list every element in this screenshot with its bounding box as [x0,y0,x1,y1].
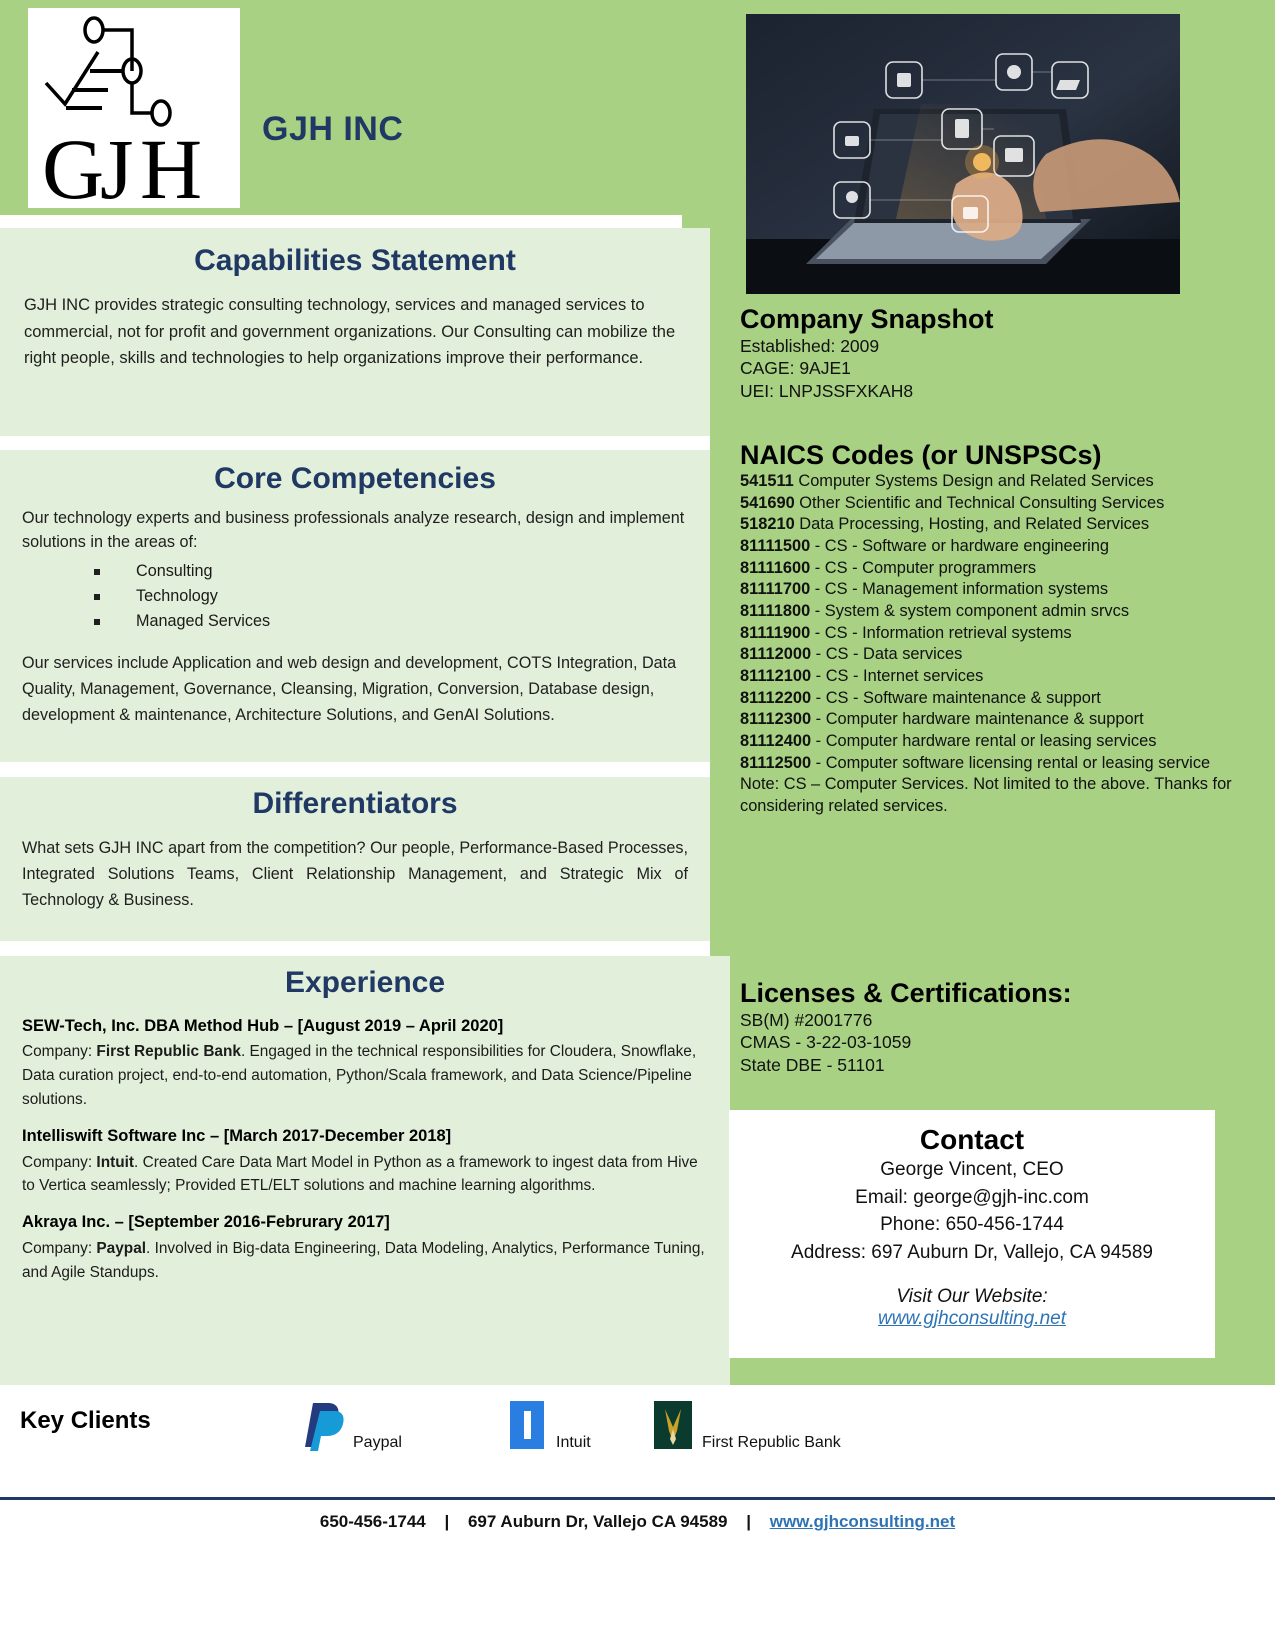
naics-code-row [740,688,1264,710]
naics-code: 81111500 [740,537,811,556]
core-competencies-list [22,559,688,634]
job-title: Akraya Inc. – [September 2016-Februrary 2017] [22,1213,390,1232]
contact-phone[interactable]: Phone: 650-456-1744 [880,1214,1064,1236]
job-detail: . Engaged in the technical responsibilities for Cloudera, Snowflake, Data curation project, end-to-end automation, Python/Scala framework, and Data Science/Pipeline solutions. [22,1043,697,1109]
footer-phone: 650-456-1744 [319,1512,426,1531]
key-clients-label: Key Clients [20,1407,151,1434]
first-republic-bank-logo-icon [652,1399,694,1456]
panel-divider [0,762,710,777]
naics-code-row [740,558,1264,580]
naics-desc: Computer Systems Design and Related Services [793,472,1154,491]
company-label: Company: [22,1239,97,1257]
naics-desc: - CS - Internet services [811,666,984,685]
naics-desc: Other Scientific and Technical Consulting Services [794,493,1165,512]
client-name: First Republic Bank [702,1434,841,1451]
core-competencies-title: Core Competencies [214,462,496,495]
naics-code: 81112200 [740,688,812,707]
license-item: CMAS - 3-22-03-1059 [740,1032,912,1053]
client-name: Intuit [556,1434,591,1451]
naics-code-row [740,731,1264,753]
page-header [0,0,742,215]
naics-code-row [740,514,1264,536]
experience-section [0,956,730,1386]
naics-code: 541690 [740,493,795,512]
contact-email[interactable]: Email: george@gjh-inc.com [855,1186,1089,1208]
company-snapshot-title: Company Snapshot [740,304,994,334]
naics-code-row [740,666,1264,688]
naics-desc: - CS - Software maintenance & support [811,688,1101,707]
panel-divider [0,215,682,228]
snapshot-cage: CAGE: 9AJE1 [740,358,851,379]
naics-code: 518210 [740,515,795,534]
intuit-logo-icon [506,1399,548,1456]
naics-code-row [740,579,1264,601]
panel-divider [0,436,710,450]
naics-code-row [740,536,1264,558]
license-item: State DBE - 51101 [740,1054,885,1075]
client-intuit [506,1399,591,1456]
experience-entry [22,1126,708,1198]
client-company: Paypal [96,1239,147,1257]
differentiators-body: What sets GJH INC apart from the competition? Our people, Performance-Based Processes, Integrated Solutions Teams, Client Relationship Management, and Strategic Mix of Technology & Business. [22,839,688,910]
company-logo [28,8,240,208]
naics-desc: Data Processing, Hosting, and Related Services [794,515,1150,534]
differentiators-title: Differentiators [252,787,458,820]
company-label: Company: [22,1153,97,1171]
website-link[interactable]: www.gjhconsulting.net [878,1308,1066,1330]
naics-note: Note: CS – Computer Services. Not limited to the above. Thanks for considering related services. [740,775,1232,815]
naics-code-row [740,644,1264,666]
paypal-logo-icon [305,1399,345,1456]
naics-code-row [740,601,1264,623]
licenses-title: Licenses & Certifications: [740,978,1072,1008]
experience-entry [22,1016,708,1112]
snapshot-uei: UEI: LNPJSSFXKAH8 [740,380,914,401]
naics-desc: - Computer software licensing rental or leasing service [811,753,1211,772]
job-description [22,1237,708,1285]
naics-code: 81112400 [740,731,812,750]
naics-desc: - CS - Computer programmers [810,558,1037,577]
list-item: Managed Services [94,609,688,634]
key-clients-section [0,1385,1275,1505]
job-detail: . Created Care Data Mart Model in Python as a framework to ingest data from Hive to Vertica seamlessly; Provided ETL/ELT solutions and machine learning algorithms. [22,1153,698,1195]
job-title: Intelliswift Software Inc – [March 2017-December 2018] [22,1127,452,1146]
page-footer [0,1500,1275,1650]
job-title: SEW-Tech, Inc. DBA Method Hub – [August 2019 – April 2020] [22,1017,504,1035]
core-competencies-section [0,450,710,762]
naics-code-row [740,753,1264,775]
footer-separator: | [746,1512,751,1531]
capabilities-body: GJH INC provides strategic consulting technology, services and managed services to commercial, not for profit and government organizations. Our Consulting can mobilize the right people, skills and technologies to help organizations improve their performance. [24,296,676,368]
naics-codes-section [734,440,1264,818]
naics-desc: - CS - Software or hardware engineering [810,537,1110,556]
experience-entry [22,1212,708,1284]
core-competencies-services: Our services include Application and web design and development, COTS Integration, Data Quality, Management, Governance, Cleansing, Migration, Conversion, Database design, development & maintenance, Architecture Solutions, and GenAI Solutions. [22,653,677,725]
footer-content [0,1512,1275,1532]
naics-desc: - CS - Data services [811,645,963,664]
contact-title: Contact [919,1124,1025,1155]
list-item: Technology [94,584,688,609]
visit-website-label: Visit Our Website: [896,1286,1048,1308]
svg-text:H: H [140,121,203,208]
naics-code: 81112000 [740,645,812,664]
svg-text:G: G [42,121,105,208]
capabilities-title: Capabilities Statement [194,244,516,277]
naics-code: 81111800 [740,601,811,620]
contact-address: Address: 697 Auburn Dr, Vallejo, CA 94589 [791,1241,1153,1263]
naics-code: 541511 [740,472,794,491]
client-company: First Republic Bank [96,1043,241,1061]
naics-code: 81111900 [740,623,811,642]
naics-code-row [740,709,1264,731]
naics-title: NAICS Codes (or UNSPSCs) [740,440,1102,470]
experience-title: Experience [284,966,446,999]
svg-text:J: J [100,121,134,208]
client-first-republic-bank [652,1399,841,1456]
footer-separator: | [444,1512,450,1531]
naics-desc: - CS - Management information systems [810,580,1109,599]
license-item: SB(M) #2001776 [740,1010,873,1031]
job-description [22,1040,708,1112]
footer-website-link[interactable]: www.gjhconsulting.net [769,1512,956,1531]
snapshot-established: Established: 2009 [740,336,880,357]
naics-code: 81112500 [740,753,812,772]
contact-section [729,1110,1215,1358]
company-name: GJH INC [262,110,404,148]
job-detail: . Involved in Big-data Engineering, Data Modeling, Analytics, Performance Tuning, and Agile Standups. [22,1239,705,1281]
footer-address: 697 Auburn Dr, Vallejo CA 94589 [467,1512,728,1531]
naics-desc: - System & system component admin srvcs [810,601,1130,620]
list-item: Consulting [94,559,688,584]
panel-divider [0,941,710,956]
naics-code-row [740,471,1264,493]
differentiators-section [0,777,710,941]
client-paypal [305,1399,402,1456]
client-company: Intuit [96,1153,135,1171]
capabilities-section [0,228,710,436]
job-description [22,1151,708,1199]
naics-code: 81112300 [740,710,812,729]
naics-code-row [740,493,1264,515]
naics-code-row [740,623,1264,645]
core-competencies-intro: Our technology experts and business professionals analyze research, design and implement solutions in the areas of: [22,509,685,552]
naics-desc: - Computer hardware maintenance & support [811,710,1144,729]
company-label: Company: [22,1043,97,1061]
licenses-certifications-section [734,978,1254,1076]
naics-code: 81111600 [740,558,811,577]
naics-desc: - Computer hardware rental or leasing services [811,731,1157,750]
client-name: Paypal [353,1434,402,1451]
naics-code: 81111700 [740,580,811,599]
naics-code: 81112100 [740,666,812,685]
contact-name: George Vincent, CEO [880,1159,1064,1180]
hero-image [746,14,1180,294]
company-snapshot-section [734,304,1254,402]
naics-desc: - CS - Information retrieval systems [810,623,1072,642]
